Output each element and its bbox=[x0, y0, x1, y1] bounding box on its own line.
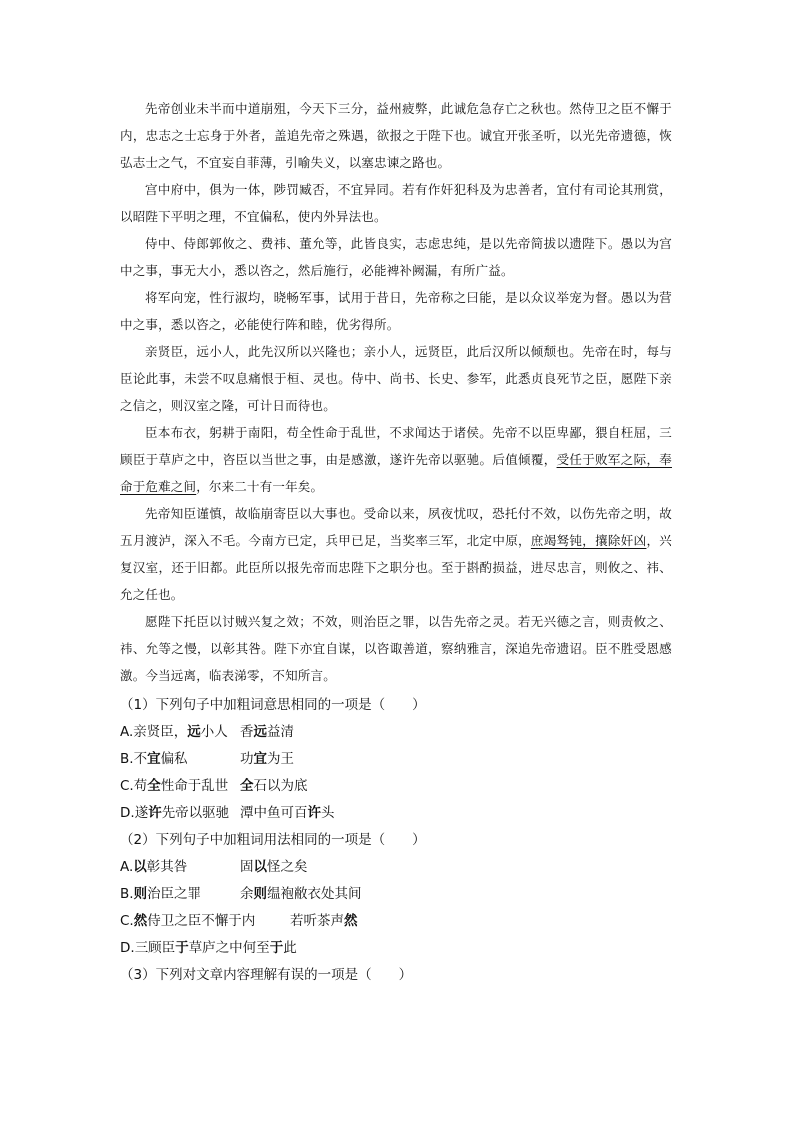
bold-word: 宜 bbox=[147, 751, 161, 767]
text: 潭中鱼可百 bbox=[240, 805, 308, 821]
text: ，尔来二十有一年矣。 bbox=[196, 479, 324, 494]
passage-paragraph bbox=[120, 419, 672, 500]
option-letter: B. bbox=[120, 751, 134, 767]
bold-word: 远 bbox=[187, 724, 201, 740]
underlined-sentence: 庶竭驽钝，攘除奸凶 bbox=[530, 533, 647, 548]
option-letter: D. bbox=[120, 805, 135, 821]
text: 臣本布衣，躬耕于南阳，苟全性命于乱世，不求闻达于诸侯。先帝不以臣卑鄙，猥自枉屈，三顾臣于草庐之中，咨臣以当世之事，由是感激，遂许先帝以驱驰。后值倾覆， bbox=[120, 425, 672, 467]
text: 头 bbox=[321, 805, 335, 821]
passage-paragraph: 将军向宠，性行淑均，晓畅军事，试用于昔日，先帝称之曰能，是以众议举宠为督。愚以为营中之事，悉以咨之，必能使行阵和睦，优劣得所。 bbox=[120, 290, 672, 332]
question-2-option-d bbox=[120, 935, 680, 962]
passage-paragraph: 侍中、侍郎郭攸之、费祎、董允等，此皆良实，志虑忠纯，是以先帝简拔以遗陛下。愚以为宫中之事，事无大小，悉以咨之，然后施行，必能裨补阙漏，有所广益。 bbox=[120, 236, 672, 278]
text: 小人 bbox=[200, 724, 228, 740]
question-2-option-c bbox=[120, 908, 680, 935]
text: 余 bbox=[240, 886, 254, 902]
bold-word: 于 bbox=[175, 940, 189, 956]
bold-word: 宜 bbox=[253, 751, 267, 767]
option-letter: C. bbox=[120, 778, 134, 794]
text: 若听茶声 bbox=[290, 913, 344, 929]
option-letter: A. bbox=[120, 724, 134, 740]
text: 偏私 bbox=[160, 751, 188, 767]
question-1-option-c bbox=[120, 773, 680, 800]
question-2-stem: （2）下列句子中加粗词用法相同的一项是（ ） bbox=[120, 832, 426, 848]
passage-paragraph bbox=[120, 500, 672, 608]
text: 此 bbox=[283, 940, 297, 956]
passage bbox=[120, 95, 672, 689]
question-1-option-b bbox=[120, 746, 680, 773]
text: 为王 bbox=[267, 751, 294, 767]
question-2-option-b bbox=[120, 881, 680, 908]
question-2-option-a bbox=[120, 854, 680, 881]
bold-word: 然 bbox=[133, 913, 148, 929]
underlined-sentence: 受任于败军之际，奉命于危难之间 bbox=[120, 452, 672, 494]
text: 石以为底 bbox=[253, 778, 308, 794]
passage-paragraph: 先帝创业未半而中道崩殂，今天下三分，益州疲弊，此诚危急存亡之秋也。然侍卫之臣不懈于内，忠志之士忘身于外者，盖追先帝之殊遇，欲报之于陛下也。诚宜开张圣听，以光先帝遗德，恢弘志士之气，不宜妄自菲薄，引喻失义，以塞忠谏之路也。 bbox=[120, 101, 672, 170]
passage-paragraph: 亲贤臣，远小人，此先汉所以兴隆也；亲小人，远贤臣，此后汉所以倾颓也。先帝在时，每与臣论此事，未尝不叹息痛恨于桓、灵也。侍中、尚书、长史、参军，此悉贞良死节之臣，愿陛下亲之信之，则汉室之隆，可计日而待也。 bbox=[120, 344, 672, 413]
text: 功 bbox=[240, 751, 254, 767]
questions bbox=[120, 692, 680, 989]
text: 三顾臣 bbox=[134, 940, 176, 956]
text: 缊袍敝衣处其间 bbox=[267, 886, 362, 902]
bold-word: 全 bbox=[240, 778, 254, 794]
bold-word: 然 bbox=[344, 913, 358, 929]
text: 固 bbox=[240, 859, 254, 875]
bold-word: 全 bbox=[147, 778, 161, 794]
option-letter: A. bbox=[120, 859, 134, 875]
text: 性命于乱世 bbox=[160, 778, 229, 794]
bold-word: 则 bbox=[133, 886, 148, 902]
question-3-stem: （3）下列对文章内容理解有误的一项是（ ） bbox=[120, 967, 413, 983]
option-letter: B. bbox=[120, 886, 134, 902]
text: 草庐之中 bbox=[188, 940, 243, 956]
option-letter: C. bbox=[120, 913, 134, 929]
bold-word: 许 bbox=[148, 805, 162, 821]
text: 先帝知臣谨慎，故临崩寄臣以大事也。受命以来，夙夜忧叹，恐托付不效，以伤先帝之明，故五月渡泸，深入不毛。今南方已定，兵甲已足，当奖率三军，北定中原， bbox=[120, 506, 672, 548]
text: 益清 bbox=[267, 724, 294, 740]
bold-word: 于 bbox=[269, 940, 284, 956]
text: 遂 bbox=[134, 805, 149, 821]
bold-word: 以 bbox=[133, 859, 147, 875]
text: 苟 bbox=[133, 778, 148, 794]
text: 治臣之罪 bbox=[147, 886, 202, 902]
text: 彰其咎 bbox=[146, 859, 188, 875]
question-1-stem: （1）下列句子中加粗词意思相同的一项是（ ） bbox=[120, 697, 426, 713]
text: 亲贤臣， bbox=[133, 724, 188, 740]
question-1-option-d bbox=[120, 800, 680, 827]
option-letter: D. bbox=[120, 940, 135, 956]
text: 何至 bbox=[242, 940, 270, 956]
passage-paragraph: 愿陛下托臣以讨贼兴复之效；不效，则治臣之罪，以告先帝之灵。若无兴德之言，则责攸之、祎、允等之慢，以彰其咎。陛下亦宜自谋，以咨诹善道，察纳雅言，深追先帝遗诏。臣不胜受恩感激。今当远离，临表涕零，不知所言。 bbox=[120, 614, 672, 683]
text: 香 bbox=[240, 724, 254, 740]
passage-paragraph: 宫中府中，俱为一体，陟罚臧否，不宜异同。若有作奸犯科及为忠善者，宜付有司论其刑赏，以昭陛下平明之理，不宜偏私，使内外异法也。 bbox=[120, 182, 672, 224]
bold-word: 以 bbox=[253, 859, 267, 875]
text: ，兴复汉室，还于旧都。此臣所以报先帝而忠陛下之职分也。至于斟酌损益，进尽忠言，则攸之、祎、允之任也。 bbox=[120, 533, 672, 602]
bold-word: 远 bbox=[253, 724, 267, 740]
question-1-option-a bbox=[120, 719, 680, 746]
text: 先帝以驱驰 bbox=[161, 805, 230, 821]
bold-word: 则 bbox=[253, 886, 267, 902]
text: 侍卫之臣不懈于内 bbox=[147, 913, 256, 929]
text: 怪之矣 bbox=[267, 859, 308, 875]
text: 不 bbox=[133, 751, 148, 767]
bold-word: 许 bbox=[307, 805, 321, 821]
